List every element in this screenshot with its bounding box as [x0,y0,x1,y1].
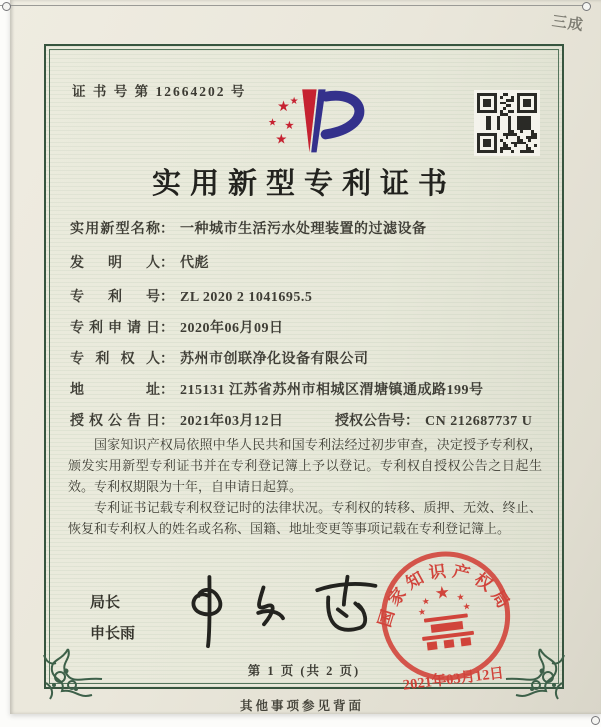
signer-name: 申长雨 [90,626,136,642]
field-row-grant-number [335,414,532,429]
certificate-frame [44,44,564,694]
cnipa-logo-icon [242,84,402,156]
svg-text:★: ★ [433,582,452,604]
seal-ring-text: 国家知识产权局 [374,561,516,630]
field-colon: ： [160,352,174,367]
field-row-patent-number [70,286,312,306]
legal-paragraph: 专利证书记载专利权登记时的法律状况。专利权的转移、质押、无效、终止、恢复和专利权人的姓名或名称、国籍、地址变更等事项记载在专利登记簿上。 [68,500,542,536]
certificate-number: 证 书 号 第 12664202 号 [72,84,247,99]
svg-text:★: ★ [284,119,295,132]
svg-text:★: ★ [417,606,427,618]
annotation-line [0,5,586,6]
field-label: 实用新型名称 [70,222,160,237]
field-colon: ： [160,222,174,237]
field-colon: ： [160,256,174,271]
field-value: 2021年03月12日 [180,414,284,429]
qr-code [474,90,540,156]
legal-paragraph: 国家知识产权局依照中华人民共和国专利法经过初步审查，决定授予专利权，颁发实用新型专利证书并在专利登记簿上予以登记。专利权自授权公告之日起生效。专利权期限为十年，自申请日起算。 [68,437,542,494]
field-colon: ： [160,321,174,336]
seal-date: 2021年03月12日 [402,665,505,694]
field-label: 专利权人 [70,352,160,367]
svg-text:★: ★ [421,595,431,607]
field-row-patentee [70,348,369,368]
svg-text:★: ★ [289,95,299,107]
official-seal [349,526,544,712]
legal-text [68,434,542,539]
field-row-invention-name [70,218,427,238]
field-colon: ： [160,290,174,305]
field-colon: ： [405,414,419,429]
handwritten-pencil-mark: 三成 [550,13,585,35]
field-label: 授权公告日 [70,414,160,429]
field-colon: ： [160,383,174,398]
back-note: 其他事项参见背面 [239,699,364,713]
field-value: 215131 江苏省苏州市相城区渭塘镇通成路199号 [180,383,484,398]
field-label: 专利申请日 [70,321,160,336]
field-label: 发明人 [70,256,160,271]
national-emblem-icon [415,580,476,651]
certificate-title: 实用新型专利证书 [151,168,456,200]
qr-modules [477,93,537,153]
svg-text:★: ★ [462,600,472,612]
field-row-address [70,379,484,399]
field-label: 专利号 [70,290,160,305]
field-label: 地址 [70,383,160,398]
field-value: 2020年06月09日 [180,321,284,336]
field-value: CN 212687737 U [425,414,533,429]
svg-text:★: ★ [455,591,466,603]
field-colon: ： [160,414,174,429]
page-number: 第 1 页 (共 2 页) [247,664,361,678]
annotation-handle-icon [582,2,591,11]
annotation-handle-icon [2,2,11,11]
field-value: 代彪 [180,256,209,271]
signer-block [90,588,135,650]
field-value: 一种城市生活污水处理装置的过滤设备 [180,222,427,237]
field-value: 苏州市创联净化设备有限公司 [180,352,369,367]
annotation-handle-icon [591,716,600,725]
field-row-inventor [70,252,209,272]
svg-text:★: ★ [275,131,288,147]
field-row-grant [70,410,532,430]
field-label: 授权公告号 [335,414,405,429]
field-value: ZL 2020 2 1041695.5 [180,290,313,305]
field-row-filing-date [70,317,284,337]
svg-text:★: ★ [268,117,277,129]
svg-text:★: ★ [277,99,290,115]
signer-title: 局长 [90,595,121,611]
